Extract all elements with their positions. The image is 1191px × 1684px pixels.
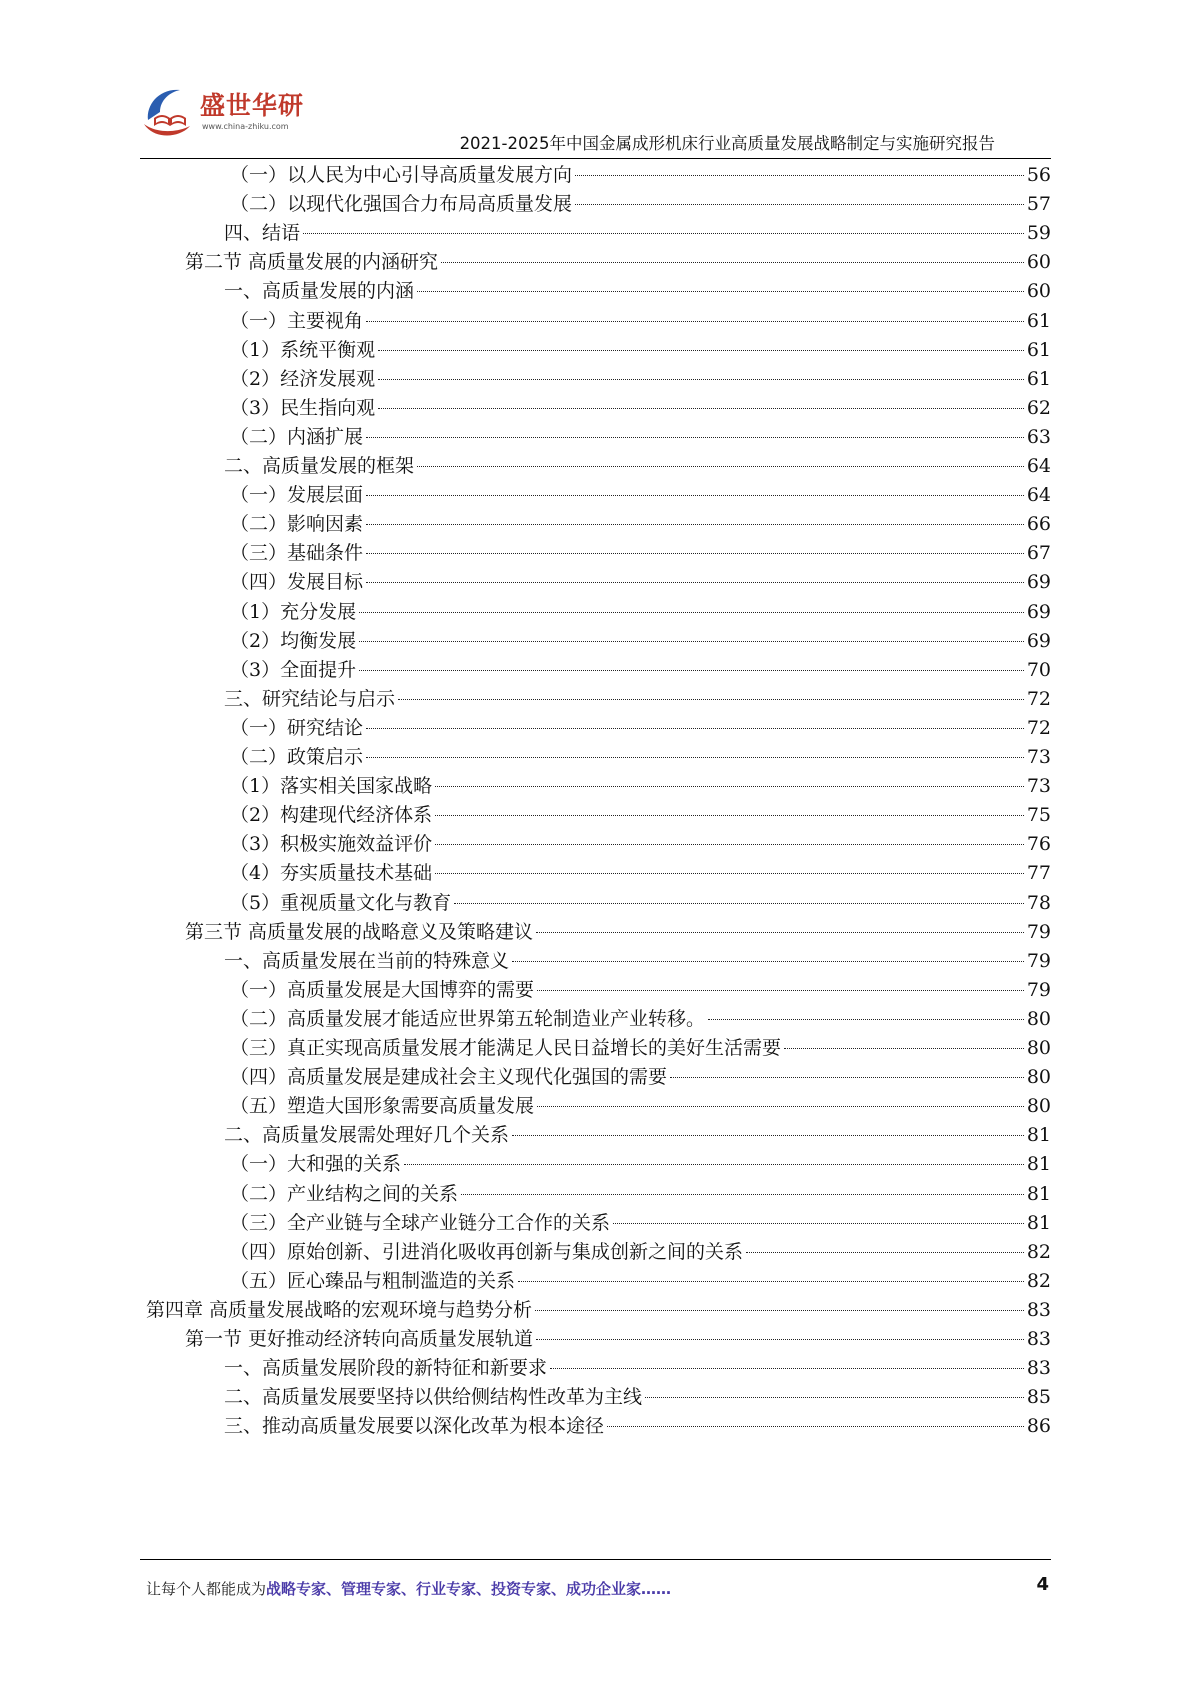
logo: [140, 82, 330, 144]
toc-dot-leader: [536, 932, 1024, 933]
toc-entry[interactable]: [230, 1033, 1051, 1064]
toc-dot-leader: [746, 1252, 1024, 1253]
toc-entry[interactable]: [230, 626, 1051, 657]
toc-entry-page: 80: [1026, 1007, 1051, 1030]
toc-entry[interactable]: [230, 771, 1051, 802]
toc-entry-title: （三）基础条件: [230, 542, 364, 565]
toc-dot-leader: [378, 408, 1024, 409]
toc-entry[interactable]: [230, 975, 1051, 1006]
toc-entry[interactable]: [185, 917, 1051, 948]
toc-entry-page: 77: [1026, 862, 1051, 885]
toc-entry-title: 二、高质量发展的框架: [224, 455, 415, 477]
toc-entry[interactable]: [230, 1149, 1051, 1180]
toc-dot-leader: [518, 1281, 1024, 1282]
toc-entry[interactable]: [224, 1120, 1051, 1151]
toc-entry-title: 三、研究结论与启示: [224, 687, 396, 710]
toc-entry-page: 80: [1026, 1095, 1051, 1118]
toc-dot-leader: [536, 1339, 1024, 1340]
toc-entry-title: 四、结语: [224, 222, 301, 245]
toc-dot-leader: [435, 873, 1024, 874]
toc-entry[interactable]: [230, 306, 1051, 337]
toc-entry-page: 83: [1026, 1328, 1051, 1350]
logo-url: www.china-zhiku.com: [202, 122, 289, 131]
toc-entry-page: 70: [1026, 658, 1051, 681]
toc-entry-title: 一、高质量发展阶段的新特征和新要求: [224, 1357, 548, 1380]
toc-dot-leader: [404, 1164, 1024, 1165]
toc-dot-leader: [359, 670, 1024, 671]
toc-dot-leader: [435, 815, 1024, 816]
page-number: 4: [1036, 1574, 1049, 1595]
toc-entry[interactable]: [224, 1382, 1051, 1413]
toc-dot-leader: [512, 961, 1024, 962]
toc-entry-page: 69: [1026, 571, 1051, 594]
toc-entry[interactable]: [224, 946, 1051, 977]
toc-entry-title: （3）积极实施效益评价: [230, 833, 433, 856]
toc-entry-title: 三、推动高质量发展要以深化改革为根本途径: [224, 1415, 605, 1438]
toc-entry-title: （二）产业结构之间的关系: [230, 1182, 459, 1205]
toc-entry-title: （4）夯实质量技术基础: [230, 862, 433, 885]
toc-entry[interactable]: [230, 480, 1051, 511]
toc-dot-leader: [378, 350, 1024, 351]
toc-entry[interactable]: [224, 1353, 1051, 1384]
toc-dot-leader: [537, 1106, 1024, 1107]
toc-dot-leader: [366, 553, 1024, 554]
toc-entry[interactable]: [230, 858, 1051, 889]
toc-entry-page: 85: [1026, 1386, 1051, 1409]
toc-dot-leader: [417, 291, 1024, 292]
toc-entry[interactable]: [230, 1004, 1051, 1035]
toc-dot-leader: [378, 379, 1024, 380]
toc-entry-title: （3）全面提升: [230, 658, 357, 681]
toc-entry-page: 63: [1026, 425, 1051, 448]
toc-entry-page: 66: [1026, 513, 1051, 536]
toc-entry[interactable]: [230, 800, 1051, 831]
toc-entry[interactable]: [230, 597, 1051, 628]
toc-entry-title: （一）大和强的关系: [230, 1153, 402, 1176]
toc-dot-leader: [575, 204, 1024, 205]
toc-entry-title: 一、高质量发展在当前的特殊意义: [224, 949, 510, 972]
toc-entry[interactable]: [230, 160, 1051, 191]
toc-entry-page: 79: [1026, 978, 1051, 1001]
logo-text: 盛世华研: [200, 91, 305, 120]
toc-entry[interactable]: [230, 509, 1051, 540]
toc-dot-leader: [435, 786, 1024, 787]
toc-entry-title: （二）政策启示: [230, 746, 364, 768]
toc-entry-title: 第二节 高质量发展的内涵研究: [185, 251, 439, 274]
toc-entry-title: （二）以现代化强国合力布局高质量发展: [230, 193, 573, 216]
footer-slogan: [146, 1578, 671, 1599]
toc-entry-title: （1）落实相关国家战略: [230, 775, 433, 798]
toc-entry-page: 72: [1026, 716, 1051, 739]
report-title: 2021-2025年中国金属成形机床行业高质量发展战略制定与实施研究报告: [459, 134, 995, 153]
toc-entry-page: 69: [1026, 629, 1051, 652]
toc-dot-leader: [613, 1223, 1024, 1224]
toc-entry-title: （二）影响因素: [230, 513, 364, 536]
toc-entry-title: （1）充分发展: [230, 600, 357, 623]
toc-entry[interactable]: [230, 189, 1051, 220]
toc-entry-title: 一、高质量发展的内涵: [224, 280, 415, 303]
toc-entry[interactable]: [230, 742, 1051, 773]
toc-dot-leader: [575, 175, 1024, 176]
toc-dot-leader: [535, 1310, 1024, 1311]
toc-entry-page: 79: [1026, 949, 1051, 972]
toc-entry[interactable]: [224, 1411, 1051, 1442]
header-divider: [140, 158, 1051, 159]
toc-entry-page: 57: [1026, 193, 1051, 216]
toc-entry-title: （四）发展目标: [230, 571, 364, 594]
toc-entry[interactable]: [185, 247, 1051, 278]
toc-entry-title: 二、高质量发展需处理好几个关系: [224, 1124, 510, 1147]
toc-entry-title: （2）构建现代经济体系: [230, 804, 433, 827]
toc-entry-page: 80: [1026, 1066, 1051, 1089]
toc-entry-page: 82: [1026, 1240, 1051, 1263]
toc-dot-leader: [784, 1048, 1024, 1049]
toc-entry-title: （2）经济发展观: [230, 367, 376, 390]
footer-slogan-prefix: 让每个人都能成为: [146, 1580, 267, 1598]
toc-dot-leader: [670, 1077, 1024, 1078]
logo-mark-icon: [140, 82, 200, 142]
toc-entry-page: 60: [1026, 251, 1051, 274]
toc-dot-leader: [708, 1019, 1024, 1020]
toc-entry[interactable]: [230, 1062, 1051, 1093]
toc-entry-page: 61: [1026, 367, 1051, 390]
toc-entry-title: （5）重视质量文化与教育: [230, 891, 452, 914]
toc-entry-page: 76: [1026, 833, 1051, 856]
toc-entry-title: （一）发展层面: [230, 484, 364, 507]
toc-entry[interactable]: [224, 276, 1051, 307]
toc-dot-leader: [550, 1368, 1024, 1369]
toc-dot-leader: [645, 1397, 1024, 1398]
toc-entry[interactable]: [224, 218, 1051, 249]
toc-entry[interactable]: [230, 1091, 1051, 1122]
toc-dot-leader: [303, 233, 1024, 234]
toc-dot-leader: [512, 1135, 1024, 1136]
toc-entry-page: 75: [1026, 804, 1051, 827]
toc-entry-page: 81: [1026, 1182, 1051, 1205]
toc-entry[interactable]: [230, 1237, 1051, 1268]
toc-entry-page: 73: [1026, 775, 1051, 798]
toc-entry-title: （二）内涵扩展: [230, 425, 364, 448]
toc-entry-title: （一）以人民为中心引导高质量发展方向: [230, 164, 573, 186]
toc-entry[interactable]: [230, 1179, 1051, 1210]
toc-entry-page: 64: [1026, 455, 1051, 477]
toc-dot-leader: [435, 844, 1024, 845]
toc-entry-page: 79: [1026, 920, 1051, 943]
toc-entry[interactable]: [230, 567, 1051, 598]
toc-entry-title: （三）全产业链与全球产业链分工合作的关系: [230, 1211, 611, 1234]
toc-entry-title: （一）高质量发展是大国博弈的需要: [230, 978, 535, 1001]
toc-dot-leader: [366, 582, 1024, 583]
toc-entry-title: （四）原始创新、引进消化吸收再创新与集成创新之间的关系: [230, 1240, 744, 1263]
toc-entry[interactable]: [224, 451, 1051, 482]
toc-dot-leader: [398, 699, 1024, 700]
toc-entry-page: 81: [1026, 1124, 1051, 1147]
toc-entry[interactable]: [230, 888, 1051, 919]
toc-entry[interactable]: [230, 393, 1051, 424]
toc-entry-title: （一）主要视角: [230, 309, 364, 332]
toc-dot-leader: [441, 262, 1024, 263]
toc-entry[interactable]: [224, 684, 1051, 715]
toc-dot-leader: [359, 612, 1024, 613]
toc-entry-title: （3）民生指向观: [230, 396, 376, 419]
toc-entry-title: 第四章 高质量发展战略的宏观环境与趋势分析: [146, 1298, 533, 1321]
toc-dot-leader: [366, 437, 1024, 438]
toc-entry-title: （四）高质量发展是建成社会主义现代化强国的需要: [230, 1066, 668, 1089]
toc-entry-title: （2）均衡发展: [230, 629, 357, 652]
toc-entry-page: 61: [1026, 338, 1051, 361]
toc-entry-page: 80: [1026, 1037, 1051, 1059]
toc-entry-page: 86: [1026, 1415, 1051, 1438]
toc-entry-page: 82: [1026, 1269, 1051, 1292]
toc-entry-title: （1）系统平衡观: [230, 338, 376, 361]
toc-entry[interactable]: [230, 1208, 1051, 1239]
toc-entry-page: 69: [1026, 600, 1051, 623]
toc-entry-title: （三）真正实现高质量发展才能满足人民日益增长的美好生活需要: [230, 1037, 782, 1059]
toc-entry-title: 第三节 高质量发展的战略意义及策略建议: [185, 920, 534, 943]
toc-entry-page: 62: [1026, 396, 1051, 419]
toc-dot-leader: [366, 495, 1024, 496]
toc-entry-page: 81: [1026, 1211, 1051, 1234]
toc-entry[interactable]: [146, 1295, 1051, 1326]
toc-entry-page: 83: [1026, 1357, 1051, 1380]
toc-dot-leader: [366, 728, 1024, 729]
toc-entry-title: （五）匠心臻品与粗制滥造的关系: [230, 1269, 516, 1292]
toc-dot-leader: [417, 466, 1024, 467]
toc-entry[interactable]: [230, 538, 1051, 569]
toc-entry-page: 60: [1026, 280, 1051, 303]
toc-entry-page: 78: [1026, 891, 1051, 914]
toc-dot-leader: [461, 1194, 1024, 1195]
toc-dot-leader: [366, 757, 1024, 758]
toc-entry-title: （二）高质量发展才能适应世界第五轮制造业产业转移。: [230, 1007, 706, 1030]
toc-dot-leader: [454, 903, 1024, 904]
toc-dot-leader: [366, 321, 1024, 322]
toc-entry[interactable]: [230, 713, 1051, 744]
toc-dot-leader: [537, 990, 1024, 991]
toc-entry-title: 第一节 更好推动经济转向高质量发展轨道: [185, 1328, 534, 1350]
toc-entry-page: 72: [1026, 687, 1051, 710]
toc-entry[interactable]: [230, 655, 1051, 686]
footer-slogan-highlight: 战略专家、管理专家、行业专家、投资专家、成功企业家……: [266, 1580, 672, 1598]
toc-entry[interactable]: [230, 335, 1051, 366]
toc-entry[interactable]: [230, 1266, 1051, 1297]
toc-entry-title: （一）研究结论: [230, 716, 364, 739]
toc-entry[interactable]: [230, 829, 1051, 860]
toc-entry-page: 83: [1026, 1298, 1051, 1321]
toc-entry-title: （五）塑造大国形象需要高质量发展: [230, 1095, 535, 1118]
toc-entry-page: 81: [1026, 1153, 1051, 1176]
toc-entry-page: 59: [1026, 222, 1051, 245]
toc-entry-page: 56: [1026, 164, 1051, 186]
toc-entry[interactable]: [230, 364, 1051, 395]
toc-dot-leader: [359, 641, 1024, 642]
toc-dot-leader: [607, 1426, 1024, 1427]
footer-divider: [140, 1559, 1051, 1560]
toc-entry-page: 64: [1026, 484, 1051, 507]
toc-entry-page: 61: [1026, 309, 1051, 332]
toc-dot-leader: [366, 524, 1024, 525]
toc-entry-page: 67: [1026, 542, 1051, 565]
toc-entry-title: 二、高质量发展要坚持以供给侧结构性改革为主线: [224, 1386, 643, 1409]
toc-entry[interactable]: [185, 1324, 1051, 1355]
toc-entry-page: 73: [1026, 746, 1051, 768]
toc-entry[interactable]: [230, 422, 1051, 453]
